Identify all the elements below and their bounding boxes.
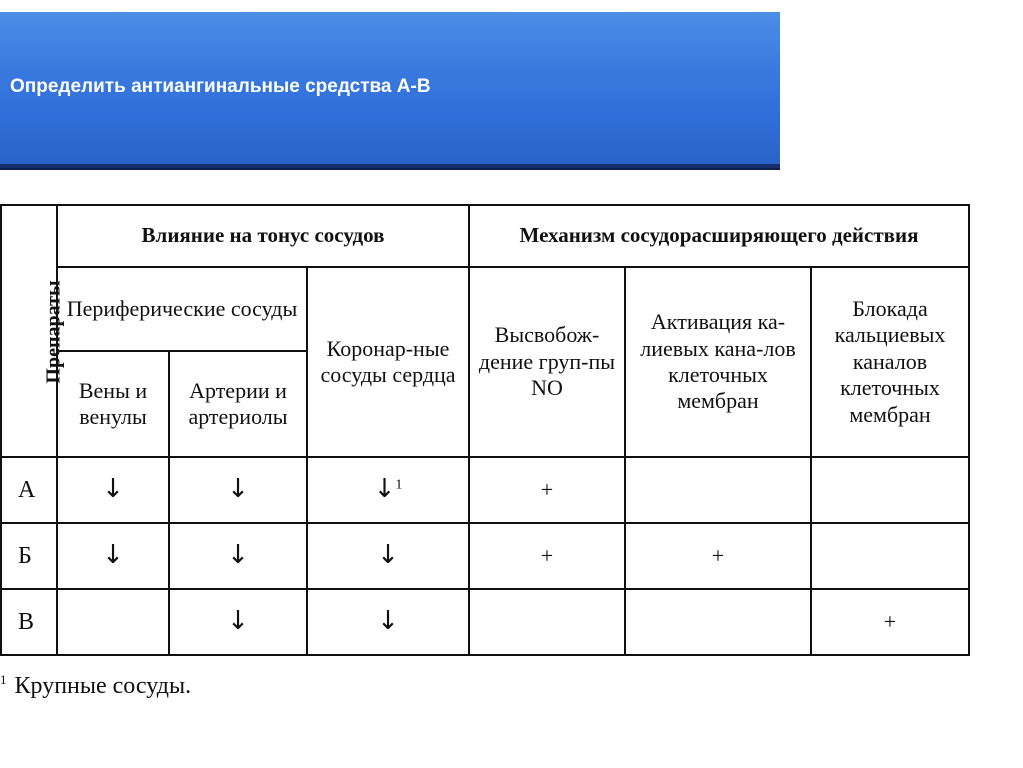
mechanism-header: Механизм сосудорасширяющего действия — [469, 205, 969, 267]
cell-ca: + — [811, 589, 969, 655]
cell-ca — [811, 457, 969, 523]
arteries-header: Артерии и артериолы — [169, 351, 307, 457]
cell-no: + — [469, 457, 625, 523]
no-release-header: Высвобож-дение груп-пы NO — [469, 267, 625, 457]
footnote-ref: 1 — [395, 478, 403, 494]
cell-coronary: ↓$^1$ — [307, 457, 469, 523]
table-row — [1, 523, 969, 589]
title-banner — [0, 12, 780, 168]
table-row — [1, 457, 969, 523]
preparations-header: Препараты — [1, 205, 57, 457]
drug-table — [0, 204, 968, 656]
k-activation-header: Активация ка-лиевых кана-лов клеточных мембран — [625, 267, 811, 457]
row-label: В — [1, 589, 57, 655]
cell-arteries: ↓ — [169, 589, 307, 655]
cell-arteries: ↓ — [169, 457, 307, 523]
cell-k: + — [625, 523, 811, 589]
coronary-header: Коронар-ные сосуды сердца — [307, 267, 469, 457]
cell-arteries: ↓ — [169, 523, 307, 589]
cell-k — [625, 457, 811, 523]
veins-header: Вены и венулы — [57, 351, 169, 457]
footnote-mark: 1 — [0, 672, 7, 687]
row-label: Б — [1, 523, 57, 589]
table-row — [1, 589, 969, 655]
cell-veins: ↓ — [57, 523, 169, 589]
peripheral-header: Периферические сосуды — [57, 267, 307, 351]
cell-no — [469, 589, 625, 655]
cell-veins: ↓ — [57, 457, 169, 523]
cell-coronary: ↓ — [307, 523, 469, 589]
slide-title: Определить антиангинальные средства А-В — [10, 76, 431, 97]
cell-ca — [811, 523, 969, 589]
cell-k — [625, 589, 811, 655]
cell-no: + — [469, 523, 625, 589]
footnote — [0, 672, 191, 700]
cell-coronary: ↓ — [307, 589, 469, 655]
footnote-text: Крупные сосуды. — [14, 673, 192, 699]
ca-block-header: Блокада кальциевых каналов клеточных мембран — [811, 267, 969, 457]
cell-veins — [57, 589, 169, 655]
row-label: А — [1, 457, 57, 523]
vessel-tone-header: Влияние на тонус сосудов — [57, 205, 469, 267]
